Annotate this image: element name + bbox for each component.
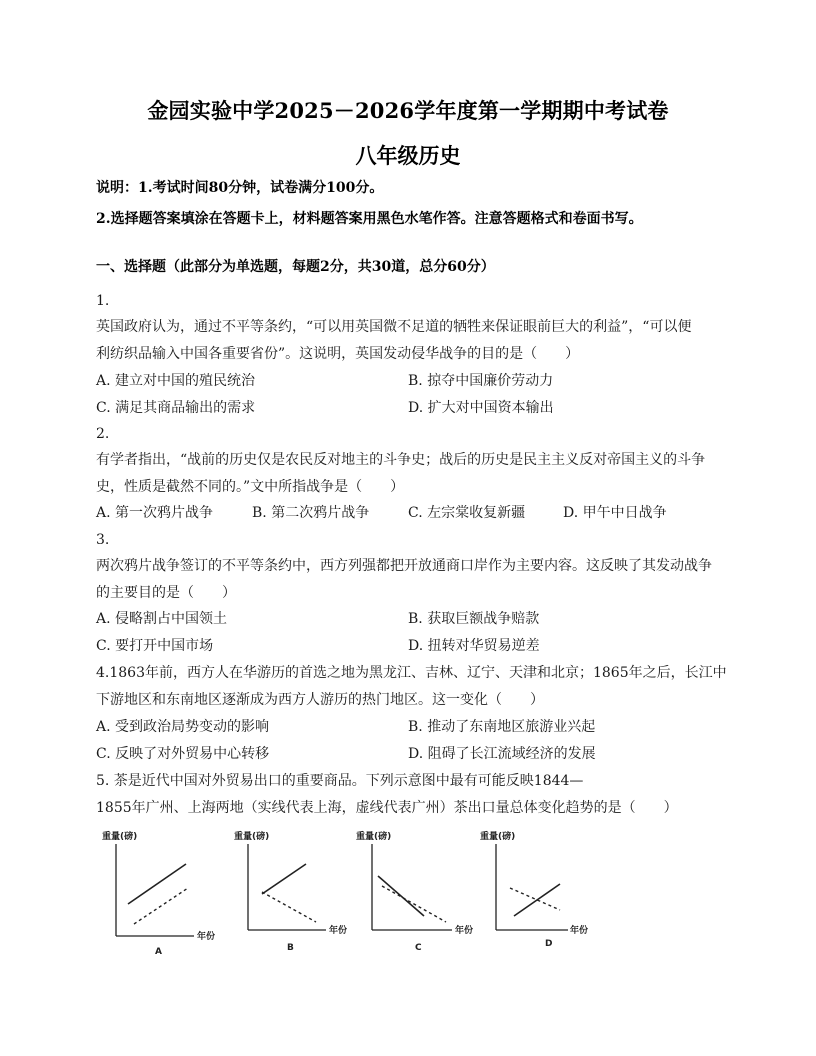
question-1-option-b[interactable]: B. 掠夺中国廉价劳动力: [408, 373, 554, 389]
question-1-option-d[interactable]: D. 扩大对中国资本输出: [408, 400, 554, 416]
figure-d-y-axis-label: 重量(磅): [480, 832, 516, 842]
question-1-stem-line-2: 利纺织品输入中国各重要省份”。这说明，英国发动侵华战争的目的是（ ）: [96, 346, 580, 362]
question-4-option-a[interactable]: A. 受到政治局势变动的影响: [96, 719, 270, 735]
question-5-figure-a[interactable]: [96, 826, 226, 956]
question-1-option-c[interactable]: C. 满足其商品输出的需求: [96, 400, 256, 416]
question-5-figure-d[interactable]: [476, 826, 606, 956]
question-5-stem-line-1: 5. 茶是近代中国对外贸易出口的重要商品。下列示意图中最有可能反映1844—: [96, 773, 584, 789]
figure-a-solid-line: [128, 864, 186, 904]
question-3-stem-line-1: 两次鸦片战争签订的不平等条约中，西方列强都把开放通商口岸作为主要内容。这反映了其发动战争: [96, 558, 712, 574]
figure-b-dashed-line: [262, 892, 316, 922]
question-3-option-b[interactable]: B. 获取巨额战争赔款: [408, 611, 540, 627]
figure-d-x-axis-label: 年份: [570, 926, 589, 936]
instruction-line-1: 说明：1.考试时间80分钟，试卷满分100分。: [96, 180, 384, 196]
instruction-line-2: 2.选择题答案填涂在答题卡上，材料题答案用黑色水笔作答。注意答题格式和卷面书写。: [96, 211, 643, 227]
exam-title: 金园实验中学2025－2026学年度第一学期期中考试卷: [147, 98, 669, 123]
figure-a-x-axis-label: 年份: [197, 932, 216, 942]
question-2-stem-line-2: 史，性质是截然不同的。”文中所指战争是（ ）: [96, 479, 405, 495]
section-heading: 一、选择题（此部分为单选题，每题2分，共30道，总分60分）: [96, 259, 495, 275]
figure-c-x-axis-label: 年份: [455, 926, 474, 936]
question-5-figure-c[interactable]: [352, 826, 482, 956]
figure-a-label: A: [155, 947, 162, 956]
figure-b-label: B: [287, 943, 294, 953]
question-2-option-b[interactable]: B. 第二次鸦片战争: [252, 505, 370, 521]
question-4-option-d[interactable]: D. 阻碍了长江流域经济的发展: [408, 746, 596, 762]
question-5-stem-line-2: 1855年广州、上海两地（实线代表上海，虚线代表广州）茶出口量总体变化趋势的是（ ）: [96, 800, 678, 816]
figure-c-dashed-line: [382, 886, 446, 922]
question-3-option-d[interactable]: D. 扭转对华贸易逆差: [408, 638, 540, 654]
figure-c-label: C: [415, 943, 422, 953]
question-1-stem-line-1: 英国政府认为，通过不平等条约，“可以用英国微不足道的牺牲来保证眼前巨大的利益”，“可以便: [96, 319, 692, 335]
question-2-number: 2.: [96, 426, 110, 442]
question-4-option-c[interactable]: C. 反映了对外贸易中心转移: [96, 746, 270, 762]
figure-a-y-axis-label: 重量(磅): [102, 832, 138, 842]
figure-d-dashed-line: [510, 888, 560, 910]
exam-subtitle: 八年级历史: [355, 143, 461, 168]
figure-c-y-axis-label: 重量(磅): [356, 832, 392, 842]
question-4-stem-line-2: 下游地区和东南地区逐渐成为西方人游历的热门地区。这一变化（ ）: [96, 692, 544, 708]
question-3-option-c[interactable]: C. 要打开中国市场: [96, 638, 214, 654]
question-2-option-d[interactable]: D. 甲午中日战争: [563, 505, 667, 521]
figure-b-y-axis-label: 重量(磅): [234, 832, 270, 842]
question-1-number: 1.: [96, 293, 110, 309]
question-2-stem-line-1: 有学者指出，“战前的历史仅是农民反对地主的斗争史；战后的历史是民主主义反对帝国主义的斗争: [96, 452, 706, 468]
question-2-option-a[interactable]: A. 第一次鸦片战争: [96, 505, 214, 521]
figure-b-x-axis-label: 年份: [329, 926, 348, 936]
question-3-number: 3.: [96, 532, 110, 548]
question-4-option-b[interactable]: B. 推动了东南地区旅游业兴起: [408, 719, 596, 735]
figure-b-solid-line: [262, 864, 306, 894]
figure-d-solid-line: [514, 884, 560, 916]
question-3-stem-line-2: 的主要目的是（ ）: [96, 585, 236, 601]
question-2-option-c[interactable]: C. 左宗棠收复新疆: [408, 505, 526, 521]
figure-c-solid-line: [378, 876, 424, 916]
question-4-stem-line-1: 4.1863年前，西方人在华游历的首选之地为黑龙江、吉林、辽宁、天津和北京；1865年之后，长江中: [96, 665, 727, 681]
question-5-figure-b[interactable]: [228, 826, 358, 956]
question-3-option-a[interactable]: A. 侵略割占中国领土: [96, 611, 228, 627]
question-1-option-a[interactable]: A. 建立对中国的殖民统治: [96, 373, 256, 389]
figure-d-label: D: [545, 939, 553, 949]
